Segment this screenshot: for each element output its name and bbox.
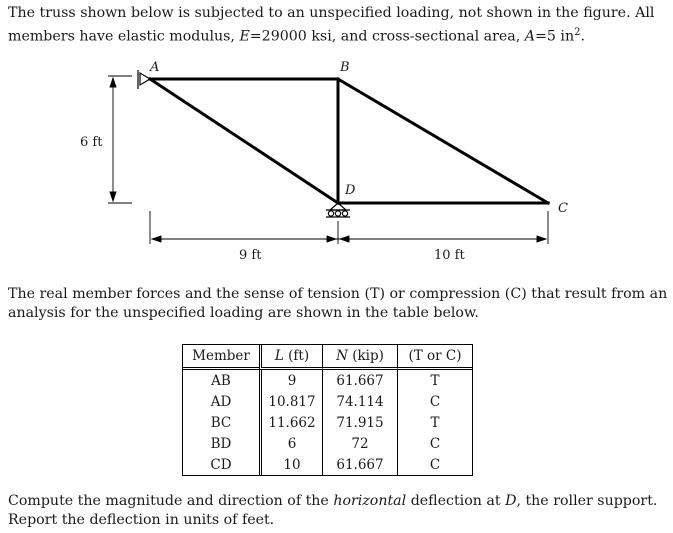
cell-length: 10 — [259, 454, 322, 475]
cell-sense: C — [397, 391, 472, 412]
horizontal-dimension — [150, 211, 548, 244]
intro-text: =5 in — [535, 28, 575, 45]
cell-member: CD — [210, 456, 232, 473]
cell-member: AD — [210, 393, 232, 410]
right-span-label: 10 ft — [434, 248, 465, 263]
node-label-b: B — [340, 60, 350, 75]
question-text: Compute the magnitude and direction of the — [8, 493, 334, 509]
cell-length: 10.817 — [259, 391, 322, 412]
table-row — [183, 454, 472, 475]
question-paragraph — [8, 492, 668, 530]
pin-support-a — [138, 70, 150, 89]
member-forces-table — [182, 344, 473, 476]
member-ad — [150, 79, 338, 203]
header-sense: (T or C) — [397, 345, 472, 370]
left-span-label: 9 ft — [239, 248, 262, 263]
intro-text: The truss shown below is subjected to an unspecified loading, not shown in the figure. All members have elastic modulus, — [8, 5, 655, 45]
cell-force: 61.667 — [322, 370, 397, 391]
cell-sense: C — [397, 454, 472, 475]
cell-length: 6 — [259, 433, 322, 454]
question-text: , the roller support. Report the deflection in units of feet. — [8, 493, 658, 528]
cell-sense: C — [397, 433, 472, 454]
cell-member: BC — [210, 414, 232, 431]
exponent: 2 — [574, 27, 581, 38]
height-dimension-label: 6 ft — [80, 135, 103, 150]
question-text: deflection at — [406, 493, 506, 509]
node-label-d: D — [345, 183, 356, 198]
table-row — [183, 433, 472, 454]
cell-member: BD — [210, 435, 232, 452]
cell-force: 72 — [322, 433, 397, 454]
node-label-a: A — [150, 60, 160, 75]
header-member: Member — [183, 345, 259, 370]
member-bc — [338, 79, 548, 203]
area-symbol: A — [524, 28, 535, 45]
cell-length: 9 — [259, 370, 322, 391]
cell-length: 11.662 — [259, 412, 322, 433]
cell-force: 74.114 — [322, 391, 397, 412]
intro-text: . — [580, 28, 585, 45]
intro-text: =29000 ksi, and cross-sectional area, — [249, 28, 525, 45]
modulus-symbol: E — [239, 28, 250, 45]
header-force: N (kip) — [322, 345, 397, 370]
cell-sense: T — [397, 412, 472, 433]
table-row — [183, 391, 472, 412]
cell-force: 71.915 — [322, 412, 397, 433]
table-header-row — [183, 345, 472, 370]
table-row — [183, 370, 472, 391]
table-row — [183, 412, 472, 433]
cell-force: 61.667 — [322, 454, 397, 475]
roller-support-d — [326, 203, 350, 217]
question-emphasis: horizontal — [333, 493, 407, 509]
cell-member: AB — [211, 372, 231, 389]
node-label-c: C — [558, 201, 568, 216]
header-length: L (ft) — [259, 345, 322, 370]
cell-sense: T — [397, 370, 472, 391]
forces-description: The real member forces and the sense of tension (T) or compression (C) that result from an analysis for the unspecified loading are shown in the table below. — [8, 286, 668, 321]
vertical-dimension — [108, 76, 132, 203]
question-node: D — [505, 493, 517, 509]
